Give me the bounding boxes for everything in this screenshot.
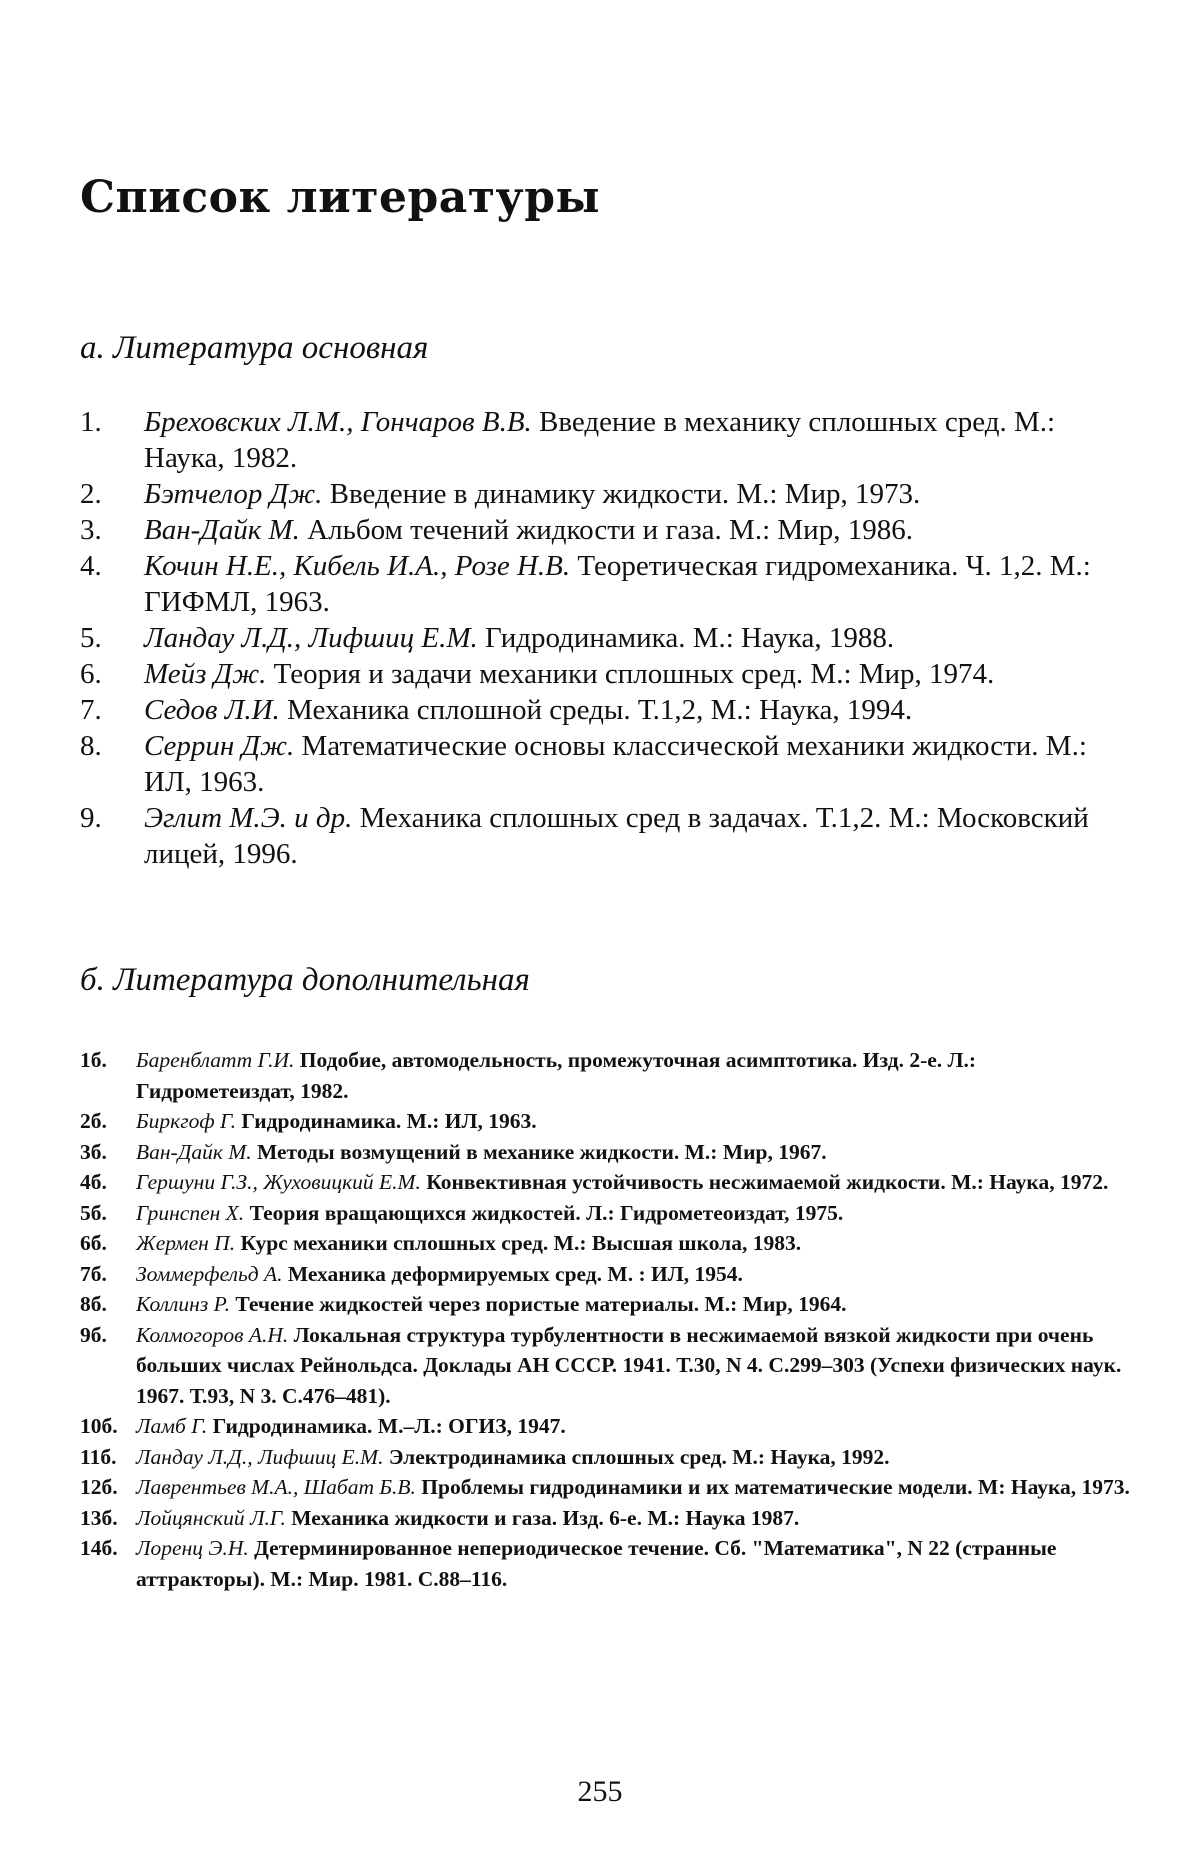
reference-number: 11б.: [80, 1444, 117, 1469]
reference-author: Бэтчелор Дж.: [144, 478, 323, 510]
reference-item: [80, 1259, 1140, 1290]
reference-author: Ландау Л.Д., Лифшиц Е.М.: [144, 622, 478, 654]
reference-item: [80, 800, 1140, 872]
reference-number: 5.: [80, 622, 102, 654]
reference-text: Механика деформируемых сред. М. : ИЛ, 1954.: [282, 1261, 743, 1286]
reference-text: Теория и задачи механики сплошных сред. М.: Мир, 1974.: [266, 658, 995, 690]
additional-references-list: [80, 1045, 1140, 1594]
reference-item: [80, 692, 1140, 728]
section-a-heading: а. Литература основная: [80, 330, 429, 366]
main-references-list: [80, 404, 1140, 872]
reference-item: [80, 1472, 1140, 1503]
reference-text: Гидродинамика. М.–Л.: ОГИЗ, 1947.: [207, 1414, 566, 1438]
reference-author: Серрин Дж.: [144, 730, 295, 762]
reference-author: Мейз Дж.: [144, 658, 267, 690]
reference-number: 9.: [80, 802, 102, 834]
reference-text: Детерминированное непериодическое течение. Сб. "Математика", N 22 (странные аттракторы). М.: Мир. 1981. С.88–116.: [136, 1536, 1057, 1591]
reference-author: Лаврентьев М.А., Шабат Б.В.: [136, 1475, 416, 1499]
reference-author: Ламб Г.: [136, 1414, 208, 1438]
reference-item: [80, 728, 1140, 800]
reference-item: [80, 1198, 1140, 1229]
reference-text: Теоретическая гидромеханика. Ч. 1,2. М.: ГИФМЛ, 1963.: [144, 550, 1091, 618]
reference-author: Коллинз Р.: [136, 1292, 230, 1316]
reference-item: [80, 404, 1140, 476]
reference-item: [80, 1228, 1140, 1259]
reference-number: 2.: [80, 478, 102, 510]
reference-number: 1.: [80, 406, 102, 438]
reference-text: Введение в динамику жидкости. М.: Мир, 1973.: [322, 478, 921, 510]
reference-author: Жермен П.: [136, 1231, 236, 1255]
section-b-heading: б. Литература дополнительная: [80, 962, 530, 998]
reference-author: Колмогоров А.Н.: [136, 1322, 289, 1347]
reference-author: Седов Л.И.: [144, 694, 280, 726]
reference-text: Механика сплошных сред в задачах. Т.1,2. М.: Московский лицей, 1996.: [144, 802, 1089, 870]
reference-author: Ван-Дайк М.: [144, 514, 300, 546]
reference-author: Эглит М.Э. и др.: [144, 802, 353, 834]
reference-item: [80, 1320, 1140, 1412]
reference-author: Кочин Н.Е., Кибель И.А., Розе Н.В.: [144, 550, 571, 582]
reference-number: 1б.: [80, 1048, 107, 1072]
reference-number: 4.: [80, 550, 102, 582]
reference-item: [80, 656, 1140, 692]
reference-item: [80, 1167, 1140, 1198]
reference-author: Зоммерфельд А.: [136, 1261, 283, 1286]
reference-item: [80, 1442, 1140, 1473]
reference-text: Теория вращающихся жидкостей. Л.: Гидрометеоиздат, 1975.: [244, 1200, 844, 1225]
reference-text: Механика сплошной среды. Т.1,2, М.: Наука, 1994.: [279, 694, 913, 726]
page-number: 255: [577, 1775, 623, 1808]
reference-author: Гершуни Г.З., Жуховицкий Е.М.: [136, 1170, 421, 1194]
reference-author: Гринспен Х.: [136, 1200, 245, 1225]
reference-number: 8.: [80, 730, 102, 762]
reference-item: [80, 1137, 1140, 1168]
reference-item: [80, 1411, 1140, 1442]
reference-text: Методы возмущений в механике жидкости. М.: Мир, 1967.: [251, 1139, 827, 1164]
reference-text: Математические основы классической механики жидкости. М.: ИЛ, 1963.: [144, 730, 1087, 798]
reference-text: Проблемы гидродинамики и их математические модели. М: Наука, 1973.: [415, 1475, 1130, 1499]
reference-text: Подобие, автомодельность, промежуточная асимптотика. Изд. 2-е. Л.: Гидрометеиздат, 1982.: [136, 1048, 977, 1103]
reference-item: [80, 1106, 1140, 1137]
reference-text: Локальная структура турбулентности в несжимаемой вязкой жидкости при очень больших числах Рейнольдса. Доклады АН СССР. 1941. Т.30, N 4. С.299–303 (Успехи физических наук. 1967. Т.93, N 3. С.476–481).: [136, 1322, 1122, 1408]
reference-author: Ландау Л.Д., Лифшиц Е.М.: [136, 1444, 384, 1469]
reference-author: Лоренц Э.Н.: [136, 1536, 249, 1560]
reference-author: Лойцянский Л.Г.: [136, 1505, 286, 1530]
reference-text: Конвективная устойчивость несжимаемой жидкости. М.: Наука, 1972.: [420, 1170, 1109, 1194]
reference-number: 5б.: [80, 1200, 107, 1225]
reference-author: Бреховских Л.М., Гончаров В.В.: [144, 406, 532, 438]
reference-number: 10б.: [80, 1414, 118, 1438]
reference-item: [80, 1533, 1140, 1594]
reference-author: Ван-Дайк М.: [136, 1139, 252, 1164]
reference-number: 2б.: [80, 1109, 107, 1133]
reference-item: [80, 1045, 1140, 1106]
reference-author: Биркгоф Г.: [136, 1109, 237, 1133]
reference-number: 6б.: [80, 1231, 107, 1255]
reference-text: Электродинамика сплошных сред. М.: Наука, 1992.: [383, 1444, 890, 1469]
reference-text: Механика жидкости и газа. Изд. 6-е. М.: Наука 1987.: [285, 1505, 800, 1530]
reference-text: Курс механики сплошных сред. М.: Высшая школа, 1983.: [235, 1231, 802, 1255]
reference-number: 7.: [80, 694, 102, 726]
reference-item: [80, 1289, 1140, 1320]
reference-text: Введение в механику сплошных сред. М.: Наука, 1982.: [144, 406, 1056, 474]
reference-item: [80, 476, 1140, 512]
reference-number: 7б.: [80, 1261, 107, 1286]
reference-number: 4б.: [80, 1170, 107, 1194]
reference-item: [80, 512, 1140, 548]
reference-number: 12б.: [80, 1475, 118, 1499]
reference-number: 3б.: [80, 1139, 107, 1164]
reference-number: 8б.: [80, 1292, 107, 1316]
reference-text: Альбом течений жидкости и газа. М.: Мир, 1986.: [299, 514, 913, 546]
reference-number: 3.: [80, 514, 102, 546]
reference-item: [80, 620, 1140, 656]
reference-number: 13б.: [80, 1505, 118, 1530]
reference-number: 6.: [80, 658, 102, 690]
reference-item: [80, 1503, 1140, 1534]
page-title: Список литературы: [80, 172, 601, 223]
reference-text: Течение жидкостей через пористые материалы. М.: Мир, 1964.: [229, 1292, 847, 1316]
reference-author: Баренблатт Г.И.: [136, 1048, 295, 1072]
reference-number: 14б.: [80, 1536, 118, 1560]
reference-text: Гидродинамика. М.: Наука, 1988.: [477, 622, 895, 654]
reference-text: Гидродинамика. М.: ИЛ, 1963.: [236, 1109, 537, 1133]
reference-item: [80, 548, 1140, 620]
reference-number: 9б.: [80, 1322, 107, 1347]
